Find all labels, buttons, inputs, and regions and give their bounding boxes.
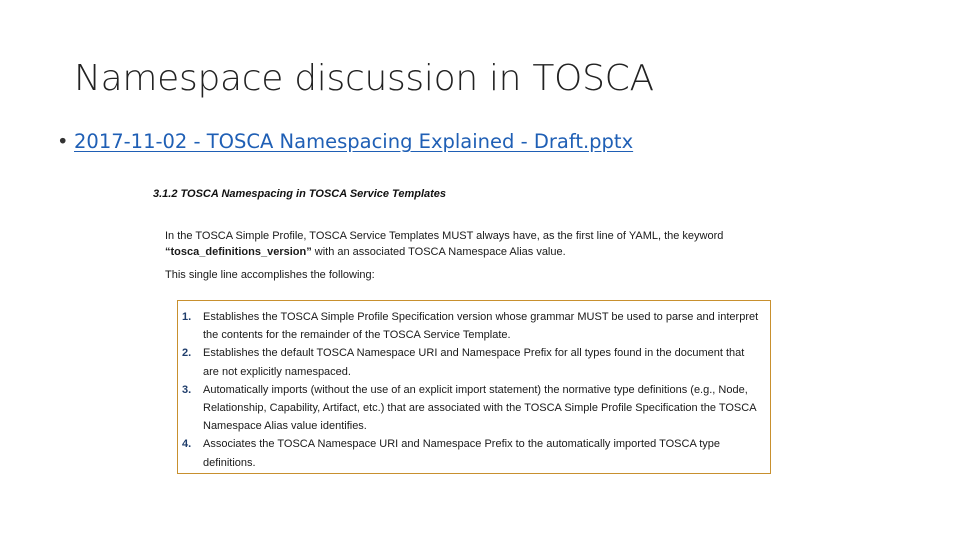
list-item-text: Automatically imports (without the use of an explicit import statement) the normative type definitions (e.g., Node, Relationship, Capability, Artifact, etc.) that are associated with the TOSCA Simple Profile Specification the TOSCA Namespace Alias value identifies. (203, 383, 756, 433)
list-item-text: Associates the TOSCA Namespace URI and Namespace Prefix to the automatically imported TOSCA type definitions. (203, 438, 721, 469)
list-item (182, 435, 762, 471)
excerpt-paragraph (165, 228, 770, 260)
slide-title: Namespace discussion in TOSCA (74, 58, 654, 99)
paragraph-text: with an associated TOSCA Namespace Alias value. (311, 246, 566, 258)
list-item-number: 3. (182, 383, 192, 396)
steps-list-box (177, 300, 771, 474)
list-item-number: 1. (182, 311, 192, 323)
list-item (182, 381, 762, 436)
document-excerpt (153, 188, 793, 283)
list-item (182, 308, 762, 344)
bullet-item (57, 130, 633, 153)
list-item-text: Establishes the TOSCA Simple Profile Specification version whose grammar MUST be used to parse and interpret the contents for the remainder of the TOSCA Service Template. (203, 311, 759, 342)
document-link[interactable]: 2017-11-02 - TOSCA Namespacing Explained - Draft.pptx (74, 130, 634, 153)
list-item-number: 4. (182, 438, 192, 451)
list-item-number: 2. (182, 347, 192, 360)
excerpt-paragraph: This single line accomplishes the following: (165, 269, 375, 281)
excerpt-heading: 3.1.2 TOSCA Namespacing in TOSCA Service Templates (153, 188, 447, 200)
list-item-text: Establishes the default TOSCA Namespace URI and Namespace Prefix for all types found in the document that are not explicitly namespaced. (203, 347, 745, 378)
keyword-text: “tosca_definitions_version” (165, 246, 312, 258)
excerpt-body (165, 228, 770, 283)
list-item (182, 344, 762, 380)
paragraph-text: In the TOSCA Simple Profile, TOSCA Service Templates MUST always have, as the first line of YAML, the keyword (165, 230, 724, 242)
bullet-marker: • (57, 130, 69, 153)
